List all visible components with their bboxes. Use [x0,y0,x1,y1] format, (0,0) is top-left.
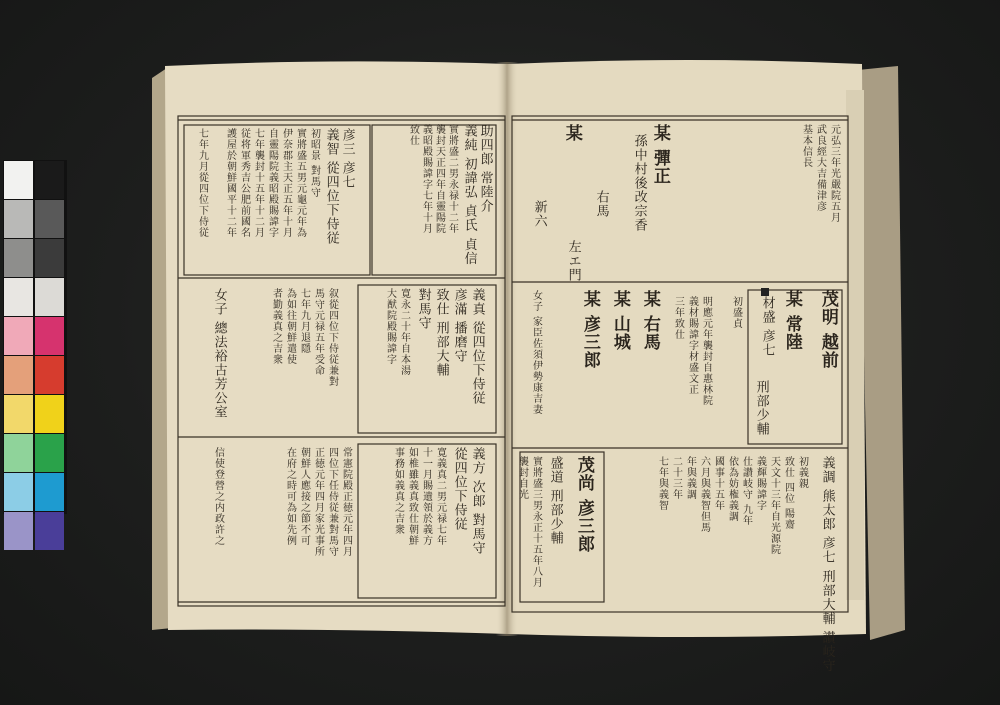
right-text-column: 年與義調 [684,456,696,500]
left-text-column: 實將盛五男元龜元年為 [294,128,306,238]
right-text-column: 茂明 越前 [817,290,838,369]
right-text-column: 明應元年襲封自惠林院 [700,296,712,406]
right-text-column: 盛道 刑部少輔 [547,456,563,546]
right-text-column: 右馬 [593,190,609,218]
left-text-column: 女子 總法裕古芳公室 [211,288,227,420]
left-text-column: 常憲院殿正徳元年四月 [340,447,352,557]
right-text-column: 三年致仕 [672,296,684,340]
left-text-column: 助四郎 常陸介 [477,124,493,214]
right-text-column: 義材賜諱字材盛文正 [686,296,698,395]
right-text-column: 實將盛三男永正十五年八月 [530,456,542,588]
right-text-column: 襲封自光 [516,456,528,500]
right-text-column: 二十三年 [670,456,682,500]
left-text-column: 従将軍秀吉公肥前國名 [238,128,250,238]
right-text-column: 基本信長 [800,124,812,168]
left-text-column: 自靈陽院義昭殿賜諱字 [266,128,278,238]
left-text-column: 十一月賜遺領於義方 [420,447,432,546]
left-text-column: 四位下任侍従兼對馬守 [326,447,338,557]
right-text-column: 國事十五年 [712,456,724,511]
left-text-column: 朝鮮人應接之節不可 [298,447,310,546]
right-text-column: 某 彦三郎 [579,290,600,369]
right-text-column: 義輝賜諱字 [754,456,766,511]
right-text-column: 依為妨権義調 [726,456,738,522]
left-text-column: 如椎雖義真致仕朝鮮 [406,447,418,546]
left-text-column: 寛義真二男元禄七年 [434,447,446,546]
right-text-column: 左エ門 [565,240,581,282]
right-text-column: 元弘三年光嚴院五月 [828,124,840,223]
left-text-column: 實將盛二男永禄十二年 [446,124,458,234]
left-text-column: 從四位下侍従 [451,447,467,531]
right-text-column: 仕讃岐守 九年 [740,456,752,527]
left-text-column: 彦滿 播磨守 [451,288,467,364]
left-text-column: 七年九月退隱 [298,288,310,354]
left-text-column: 襲封天正四年自靈陽院 [433,124,445,234]
left-text-column: 義昭殿賜諱字七年十月 [420,124,432,234]
right-text-column: 某 彈正 [649,124,670,185]
left-text-column: 致仕 [407,124,419,146]
left-text-column: 在府之時可為如先例 [284,447,296,546]
left-text-column: 義方 次郎 對馬守 [469,447,485,556]
right-text-column: 初盛貞 [730,296,742,329]
left-text-column: 對馬守 [415,288,431,330]
right-text-column: 某 右馬 [639,290,660,351]
left-text-column: 事務如義真之吉衆 [392,447,404,535]
right-text-column: 初義親 [796,456,808,489]
right-text-column: 茂尚 彦三郎 [573,456,594,553]
left-text-column: 正徳元年四月家光事所 [312,447,324,557]
right-text-column: 女子 家臣佐須伊勢康吉妻 [530,290,542,416]
right-text-column: 致仕 四位 陽齋 [782,456,794,531]
right-text-column: 六月與義智但馬 [698,456,710,533]
right-text-column: 刑部少輔 [753,380,769,436]
left-text-column: 義真 從四位下侍従 [469,288,485,406]
gutter-shadow [496,62,518,636]
left-text-column: 彦三 彦七 [339,128,355,190]
left-text-column: 寛永二十年自本湯 [398,288,410,376]
fore-edge-band [846,90,864,600]
left-text-column: 七年襲封十五年十二月 [252,128,264,238]
right-text-column: 武良經大吉備津彦 [814,124,826,212]
left-text-column: 者勤義真之吉衆 [270,288,282,365]
right-text-column: 某 [561,124,582,142]
inked-mark [761,288,769,296]
left-text-column: 大猷院殿賜諱字 [384,288,396,365]
right-text-column: 某 山城 [609,290,630,351]
left-text-column: 信使登營之内政許之 [212,447,224,546]
right-text-column: 義調 熊太郎 彦七 刑部大輔 讃岐守 [819,456,835,673]
left-text-column: 義純 初諱弘 貞氏 貞信 [461,124,477,266]
left-text-column: 初昭景 對馬守 [308,128,320,199]
left-text-column: 為如往朝鮮遣使 [284,288,296,365]
left-text-column: 七年九月從四位下侍従 [196,128,208,238]
left-text-column: 馬守元禄五年受命 [312,288,324,376]
right-text-column: 七年與義智 [656,456,668,511]
right-text-column: 孫中村後改宗香 [631,134,647,232]
left-text-column: 義智 從四位下侍従 [323,128,339,246]
right-text-column: 某 常陸 [781,290,802,351]
right-text-column: 新六 [531,200,547,228]
right-text-column: 天文十三年自光源院 [768,456,780,555]
left-text-column: 叙從四位下侍従兼對 [326,288,338,387]
right-text-column: 材盛 彦七 [759,296,775,358]
left-text-column: 護屋於朝鮮國平十二年 [224,128,236,238]
left-text-column: 致仕 刑部大輔 [433,288,449,378]
left-text-column: 伊奈郡主天正五年十月 [280,128,292,238]
